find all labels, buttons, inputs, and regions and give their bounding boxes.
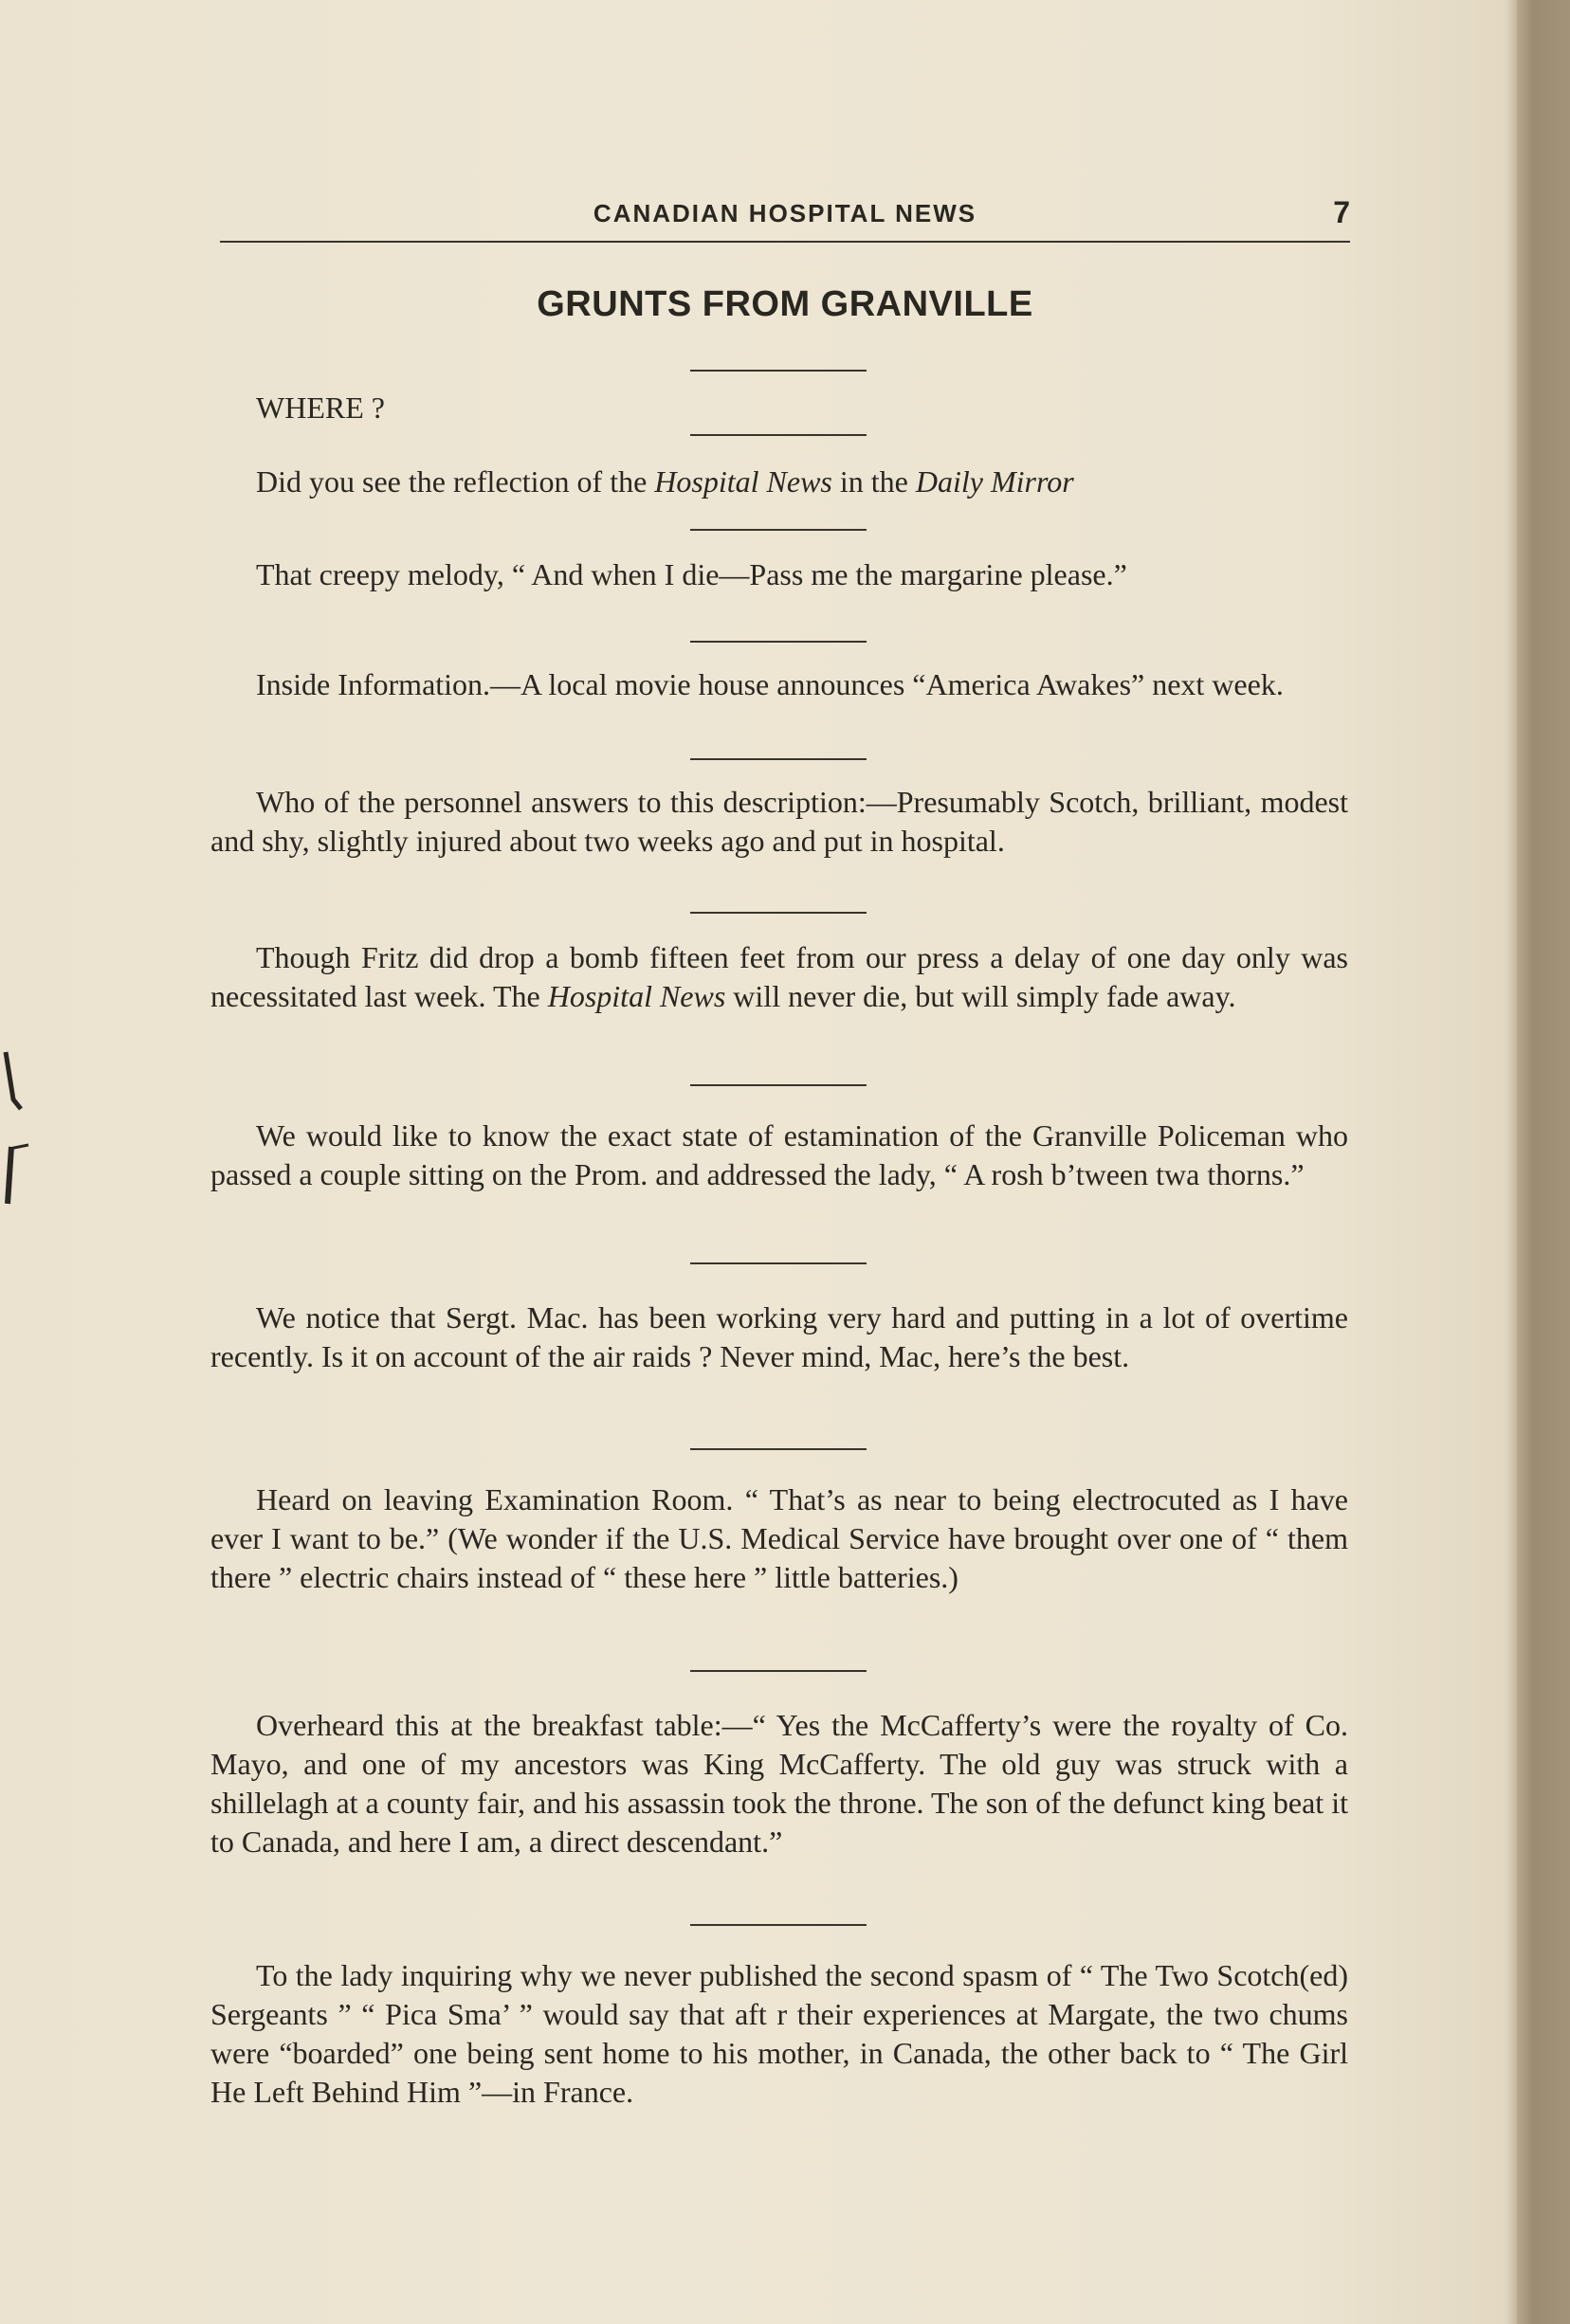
running-head [220, 195, 1350, 243]
text-run: That creepy melody, “ And when I die—Pass me the margarine please.” [256, 557, 1127, 591]
article-item [210, 1706, 1348, 1861]
article-item [210, 555, 1348, 594]
margin-ink-mark [0, 1043, 38, 1213]
section-rule [690, 758, 867, 760]
article-item [210, 1480, 1348, 1597]
article-item [210, 783, 1348, 861]
text-run: in the [831, 464, 916, 499]
text-run: We would like to know the exact state of estamination of the Granville Policeman who passed a couple sitting on the Prom. and addressed the lady, “ A rosh b’tween twa thorns.” [210, 1118, 1348, 1191]
section-rule [690, 529, 867, 531]
section-rule [690, 1084, 867, 1086]
article-item [210, 665, 1348, 704]
page-number: 7 [1333, 195, 1350, 229]
italic-title: Daily Mirror [915, 464, 1074, 499]
text-run: We notice that Sergt. Mac. has been working very hard and putting in a lot of overtime recently. Is it on account of the air raids ? Never mind, Mac, here’s the best. [210, 1300, 1348, 1373]
text-run: will never die, but will simply fade away. [725, 979, 1236, 1013]
text-run: Who of the personnel answers to this description:—Presumably Scotch, brilliant, modest and shy, slightly injured about two weeks ago and put in hospital. [210, 785, 1348, 858]
article-headline: GRUNTS FROM GRANVILLE [537, 284, 1033, 324]
section-rule [690, 912, 867, 914]
article-item [210, 463, 1348, 501]
italic-title: Hospital News [547, 979, 726, 1013]
text-run: To the lady inquiring why we never published the second spasm of “ The Two Scotch(ed) Sergeants ” “ Pica Sma’ ” would say that aft r their experiences at Margate, the two chums were “boarded” one being sent home to his mother, in Canada, the other back to “ The Girl He Left Behind Him ”—in France. [210, 1958, 1348, 2109]
section-rule [690, 1670, 867, 1672]
section-rule [690, 641, 867, 643]
publication-title: CANADIAN HOSPITAL NEWS [593, 199, 977, 227]
section-rule [690, 1924, 867, 1926]
article-item [210, 938, 1348, 1016]
section-rule [690, 1448, 867, 1450]
article-item [210, 1298, 1348, 1376]
text-run: Inside Information.—A local movie house announces “America Awakes” next week. [256, 667, 1284, 701]
section-rule [690, 1262, 867, 1264]
text-run: Heard on leaving Examination Room. “ That’s as near to being electrocuted as I have ever I want to be.” (We wonder if the U.S. Medical Service have brought over one of “ them there ” electric chairs instead of “ these here ” little batteries.) [210, 1482, 1348, 1594]
section-rule [690, 370, 867, 372]
text-run: Did you see the reflection of the [256, 464, 655, 499]
section-rule [690, 434, 867, 436]
italic-title: Hospital News [654, 464, 832, 499]
article-item [210, 1956, 1348, 2112]
text-run: Overheard this at the breakfast table:—“ Yes the McCafferty’s were the royalty of Co. Mayo, and one of my ancestors was King McCafferty. The old guy was struck with a shillelagh at a county fair, and his assassin took the throne. The son of the defunct king beat it to Canada, and here I am, a direct descendant.” [210, 1708, 1348, 1859]
text-run: Though Fritz did drop a bomb fifteen feet from our press a delay of one day only was necessitated last week. The [210, 940, 1348, 1013]
article-item [210, 1117, 1348, 1194]
page-edge [1517, 0, 1570, 2324]
where-label: WHERE ? [256, 390, 385, 425]
